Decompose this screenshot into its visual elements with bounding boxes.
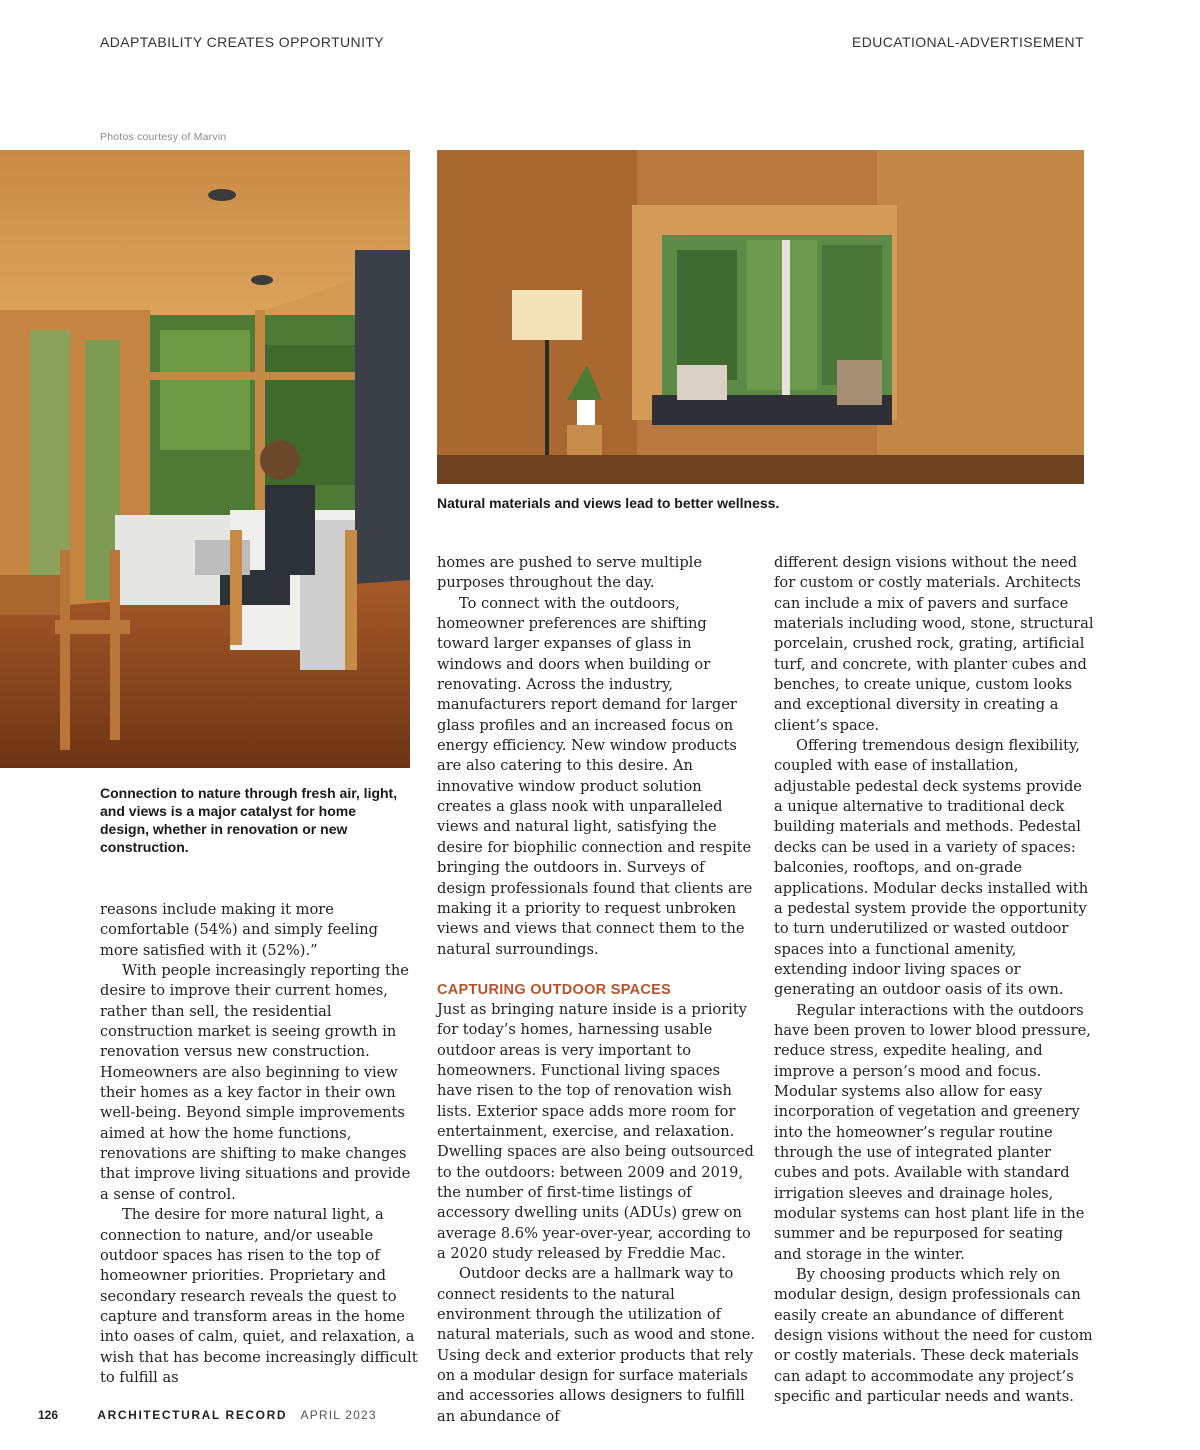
running-header-title: ADAPTABILITY CREATES OPPORTUNITY	[100, 34, 385, 50]
body-column-2	[437, 553, 757, 1427]
body-paragraph: different design visions without the need for custom or costly materials. Architects can include a mix of pavers and surface materials including wood, stone, structural porcelain, crushed rock, grating, artificial turf, and concrete, with planter cubes and benches, to create unique, custom looks and exceptional diversity in creating a client’s space.	[774, 554, 1094, 734]
section-subhead: CAPTURING OUTDOOR SPACES	[437, 981, 672, 998]
body-paragraph: Outdoor decks are a hallmark way to connect residents to the natural environment through the utilization of natural materials, such as wood and stone. Using deck and exterior products that rely on a modular design for surface materials and accessories allows designers to fulfill an abundance of	[437, 1265, 756, 1425]
running-header-section: EDUCATIONAL-ADVERTISEMENT	[852, 34, 1084, 50]
body-paragraph: homes are pushed to serve multiple purposes throughout the day.	[437, 554, 702, 592]
body-paragraph: By choosing products which rely on modular design, design professionals can easily create an abundance of different design visions without the need for custom or costly materials. These deck materials can adapt to accommodate any project’s specific and particular needs and wants.	[774, 1266, 1093, 1406]
body-column-3	[774, 553, 1094, 1407]
body-paragraph: Offering tremendous design flexibility, coupled with ease of installation, adjustable pedestal deck systems provide a unique alternative to traditional deck building materials and methods. Pedestal decks can be used in a variety of spaces: balconies, rooftops, and on-grade applications. Modular decks installed with a pedestal system provide the opportunity to turn underutilized or wasted outdoor spaces into a functional amenity, extending indoor living spaces or generating an outdoor oasis of its own.	[774, 737, 1089, 999]
right-photo-caption: Natural materials and views lead to better wellness.	[437, 495, 780, 511]
body-paragraph: Regular interactions with the outdoors have been proven to lower blood pressure, reduce stress, expedite healing, and improve a person’s mood and focus. Modular systems also allow for easy incorporation of vegetation and greenery into the homeowner’s regular routine through the use of integrated planter cubes and pots. Available with standard irrigation sleeves and drainage holes, modular systems can host plant life in the summer and be repurposed for seating and storage in the winter.	[774, 1001, 1091, 1263]
body-paragraph: To connect with the outdoors, homeowner preferences are shifting toward larger expanses of glass in windows and doors when building or renovating. Across the industry, manufacturers report demand for larger glass profiles and an increased focus on energy efficiency. New window products are also catering to this desire. An innovative window product solution creates a glass nook with unparalleled views and natural light, satisfying the desire for biophilic connection and respite bringing the outdoors in. Surveys of design professionals found that clients are making it a priority to request unbroken views and views that connect them to the natural surroundings.	[437, 594, 753, 958]
body-paragraph: reasons include making it more comfortable (54%) and simply feeling more satisfied with it (52%).”	[100, 901, 378, 959]
body-paragraph: The desire for more natural light, a connection to nature, and/or useable outdoor spaces has risen to the top of homeowner priorities. Proprietary and secondary research reveals the quest to capture and transform areas in the home into oases of calm, quiet, and relaxation, a wish that has become increasingly difficult to fulfill as	[100, 1206, 418, 1386]
window-nook-photo	[437, 150, 1084, 484]
issue-date: APRIL 2023	[300, 1408, 377, 1422]
left-photo-caption: Connection to nature through fresh air, light, and views is a major catalyst for home design, whether in renovation or new construction.	[100, 785, 398, 855]
page-number: 126	[38, 1408, 59, 1422]
porch-photo	[0, 150, 410, 768]
page-footer	[38, 1408, 377, 1422]
body-paragraph: With people increasingly reporting the desire to improve their current homes, rather than sell, the residential construction market is seeing growth in renovation versus new construction. Homeowners are also beginning to view their homes as a key factor in their own well-being. Beyond simple improvements aimed at how the home functions, renovations are shifting to make changes that improve living situations and provide a sense of control.	[100, 962, 411, 1203]
photo-credit: Photos courtesy of Marvin	[100, 131, 227, 143]
magazine-name: ARCHITECTURAL RECORD	[97, 1408, 288, 1422]
body-column-1	[100, 900, 420, 1388]
body-paragraph: Just as bringing nature inside is a priority for today’s homes, harnessing usable outdoor areas is very important to homeowners. Functional living spaces have risen to the top of renovation wish lists. Exterior space adds more room for entertainment, exercise, and relaxation. Dwelling spaces are also being outsourced to the outdoors: between 2009 and 2019, the number of first-time listings of accessory dwelling units (ADUs) grew on average 8.6% year-over-year, according to a 2020 study released by Freddie Mac.	[437, 1000, 754, 1262]
